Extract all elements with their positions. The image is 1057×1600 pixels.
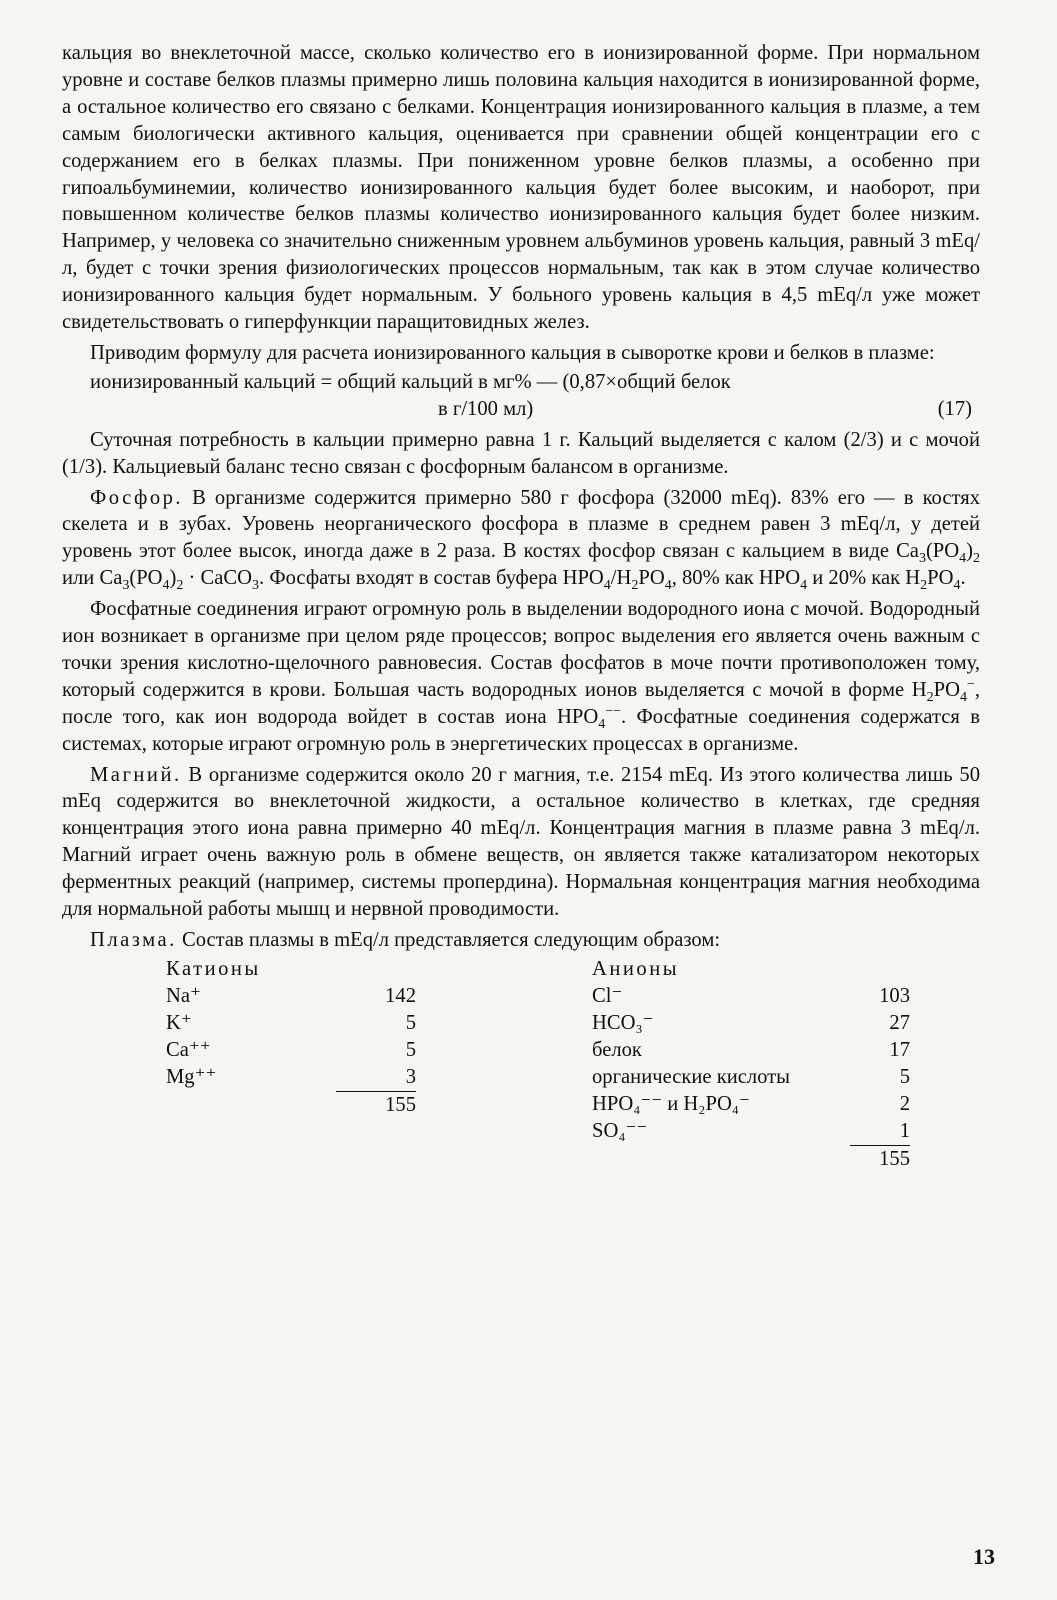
anions-table <box>592 956 910 1172</box>
ion-name: Cl⁻ <box>592 984 623 1007</box>
ion-value: 27 <box>889 1011 910 1034</box>
paragraph-plasma <box>62 927 980 954</box>
ion-name: белок <box>592 1038 642 1061</box>
formula-ionized-calcium <box>62 369 980 423</box>
table-row <box>166 983 416 1010</box>
text-span: ). Кальциевый баланс тесно связан с фосфорным балансом в организме. <box>95 455 729 478</box>
text-span: Фосфатные соединения играют огромную роль в выделении водородного иона с мочой. Водородный ион возникает в организме при целом ряде процессов; вопрос выделения его является очень важным с точки зрения кислотно-щелочного равновесия. Состав фосфатов в моче почти противоположен тому, который содержится в крови. Большая часть водородных ионов выделяется с мочой в форме <box>62 598 980 701</box>
table-row <box>592 1064 910 1091</box>
cations-total: 155 <box>336 1091 416 1119</box>
text-span: . <box>960 567 966 590</box>
text-span: , 80% как <box>671 567 759 590</box>
ion-name: Ca⁺⁺ <box>166 1038 211 1061</box>
page-number: 13 <box>973 1544 995 1569</box>
table-row <box>592 1010 910 1037</box>
section-title-plasma: Плазма. <box>90 929 177 951</box>
formula-line-2 <box>62 396 980 423</box>
formula-ca3po42: $Ca_3(PO_4)_2$ <box>896 540 980 567</box>
paragraph-phosphorus <box>62 485 980 593</box>
ion-value: 1 <box>899 1119 910 1142</box>
cations-heading: Катионы <box>166 957 261 980</box>
formula-ca3po42-caco3: $Ca_3(PO_4)_2$ · CaCO$_3$ <box>99 567 260 594</box>
formula-hpo4: $HPO_4$ <box>758 567 808 594</box>
ion-value: 3 <box>405 1065 416 1088</box>
ion-name: HCO₃⁻ <box>592 1011 654 1034</box>
ion-name: HPO₄⁻⁻ и H₂PO₄⁻ <box>592 1092 750 1115</box>
cations-heading-row <box>166 956 416 983</box>
anions-heading: Анионы <box>592 957 680 980</box>
ion-value: 142 <box>385 984 416 1007</box>
anions-total: 155 <box>850 1145 910 1173</box>
page-body-text <box>62 40 980 1191</box>
paragraph-calcium-ionized: кальция во внеклеточной массе, сколько количество его в ионизированной форме. При нормальном уровне и составе белков плазмы примерно лишь половина кальция находится в ионизированной форме, а остальное количество его связано с белками. Концентрация ионизированного кальция в плазме, а тем самым биологически активного кальция, оценивается при сравнении общей концентрации его с содержанием его в белках плазмы. При пониженном уровне белков плазмы, а особенно при гипоальбуминемии, количество ионизированного кальция будет более высоким, и наоборот, при повышенном количестве белков плазмы количество ионизированного кальция будет более низким. Например, у человека со значительно сниженным уровнем альбуминов уровень кальция, равный 3 mEq/л, будет с точки зрения физиологических процессов нормальным, так как в этом случае количество ионизированного кальция будет нормальным. У больного уровень кальция в 4,5 mEq/л уже может свидетельствовать о гиперфункции паращитовидных желез. <box>62 42 980 334</box>
ion-name: органические кислоты <box>592 1065 790 1088</box>
anions-total-row <box>592 1145 910 1172</box>
text-span: В организме содержится около 20 г магния, т.е. 2154 mEq. Из этого количества лишь 50 mEq содержится во внеклеточной жидкости, а остальное количество в клетках, где средняя концентрация этого иона равна примерно 40 mEq/л. Концентрация магния в плазме равна 3 mEq/л. Магний играет очень важную роль в обмене веществ, он является также катализатором некоторых ферментных реакций (например, системы пропердина). Нормальная концентрация магния необходима для нормальной работы мышц и нервной проводимости. <box>62 763 980 921</box>
ion-name: SO₄⁻⁻ <box>592 1119 648 1142</box>
paragraph-phosphates <box>62 596 980 757</box>
formula-line-1: ионизированный кальций = общий кальций в мг% — (0,87×общий белок <box>90 370 731 393</box>
table-row <box>166 1010 416 1037</box>
cations-total-row <box>166 1091 416 1118</box>
text-span: и 20% как <box>807 567 906 590</box>
table-row <box>592 983 910 1010</box>
ion-value: 5 <box>899 1065 910 1088</box>
ion-value: 17 <box>889 1038 910 1061</box>
plasma-composition-tables <box>62 956 980 1191</box>
section-title-magnesium: Магний. <box>90 763 182 786</box>
text-span: . Фосфатные соединения содержатся в системах, которые играют огромную роль в энергетических процессах в организме. <box>62 705 981 755</box>
table-row <box>592 1037 910 1064</box>
ion-value: 2 <box>899 1092 910 1115</box>
paragraph-magnesium <box>62 762 980 923</box>
fraction-one-third: 1/3 <box>68 455 96 478</box>
ion-name: Na⁺ <box>166 984 201 1007</box>
formula-h2po4-ion: $H_2PO_4^-$ <box>911 676 975 705</box>
text-span: В организме содержится примерно 580 г фосфора (32000 mEq). 83% его — в костях скелета и в зубах. Уровень неорганического фосфора в плазме в среднем равен 3 mEq/л, у детей уровень этот более высок, иногда даже в 2 раза. В костях фосфор связан с кальцием в виде <box>62 486 980 563</box>
table-row <box>592 1118 910 1145</box>
text-span: , после того, как ион водорода войдет в состав иона <box>62 678 980 728</box>
text-span: Суточная потребность в кальции примерно равна 1 г. Кальций выделяется с калом ( <box>90 428 851 451</box>
ion-name: K⁺ <box>166 1011 192 1034</box>
anions-heading-row <box>592 956 910 983</box>
text-span: или <box>62 567 100 590</box>
table-row <box>592 1091 910 1118</box>
formula-buffer: $HPO_4/H_2PO_4$ <box>562 567 672 594</box>
formula-h2po4: $H_2PO_4$ <box>905 567 961 594</box>
cations-table <box>166 956 416 1118</box>
fraction-two-thirds: 2/3 <box>850 428 877 451</box>
ion-value: 5 <box>405 1038 416 1061</box>
table-row <box>166 1037 416 1064</box>
formula-hpo4-ion: $HPO_4^{--}$ <box>557 703 621 732</box>
paragraph-formula-intro: Приводим формулу для расчета ионизированного кальция в сыворотке крови и белков в плазме: <box>90 341 935 364</box>
formula-line-2-text: в г/100 мл) <box>438 397 534 420</box>
ion-value: 103 <box>879 984 910 1007</box>
ion-name: Mg⁺⁺ <box>166 1065 217 1088</box>
text-span: ) и с мочой ( <box>62 428 980 478</box>
text-span: . Фосфаты входят в состав буфера <box>259 567 563 590</box>
table-row <box>166 1064 416 1091</box>
text-span: Состав плазмы в mEq/л представляется следующим образом: <box>176 929 721 951</box>
section-title-phosphorus: Фосфор. <box>90 486 184 509</box>
paragraph-calcium-need <box>62 427 980 481</box>
ion-value: 5 <box>405 1011 416 1034</box>
formula-number: (17) <box>937 397 972 420</box>
